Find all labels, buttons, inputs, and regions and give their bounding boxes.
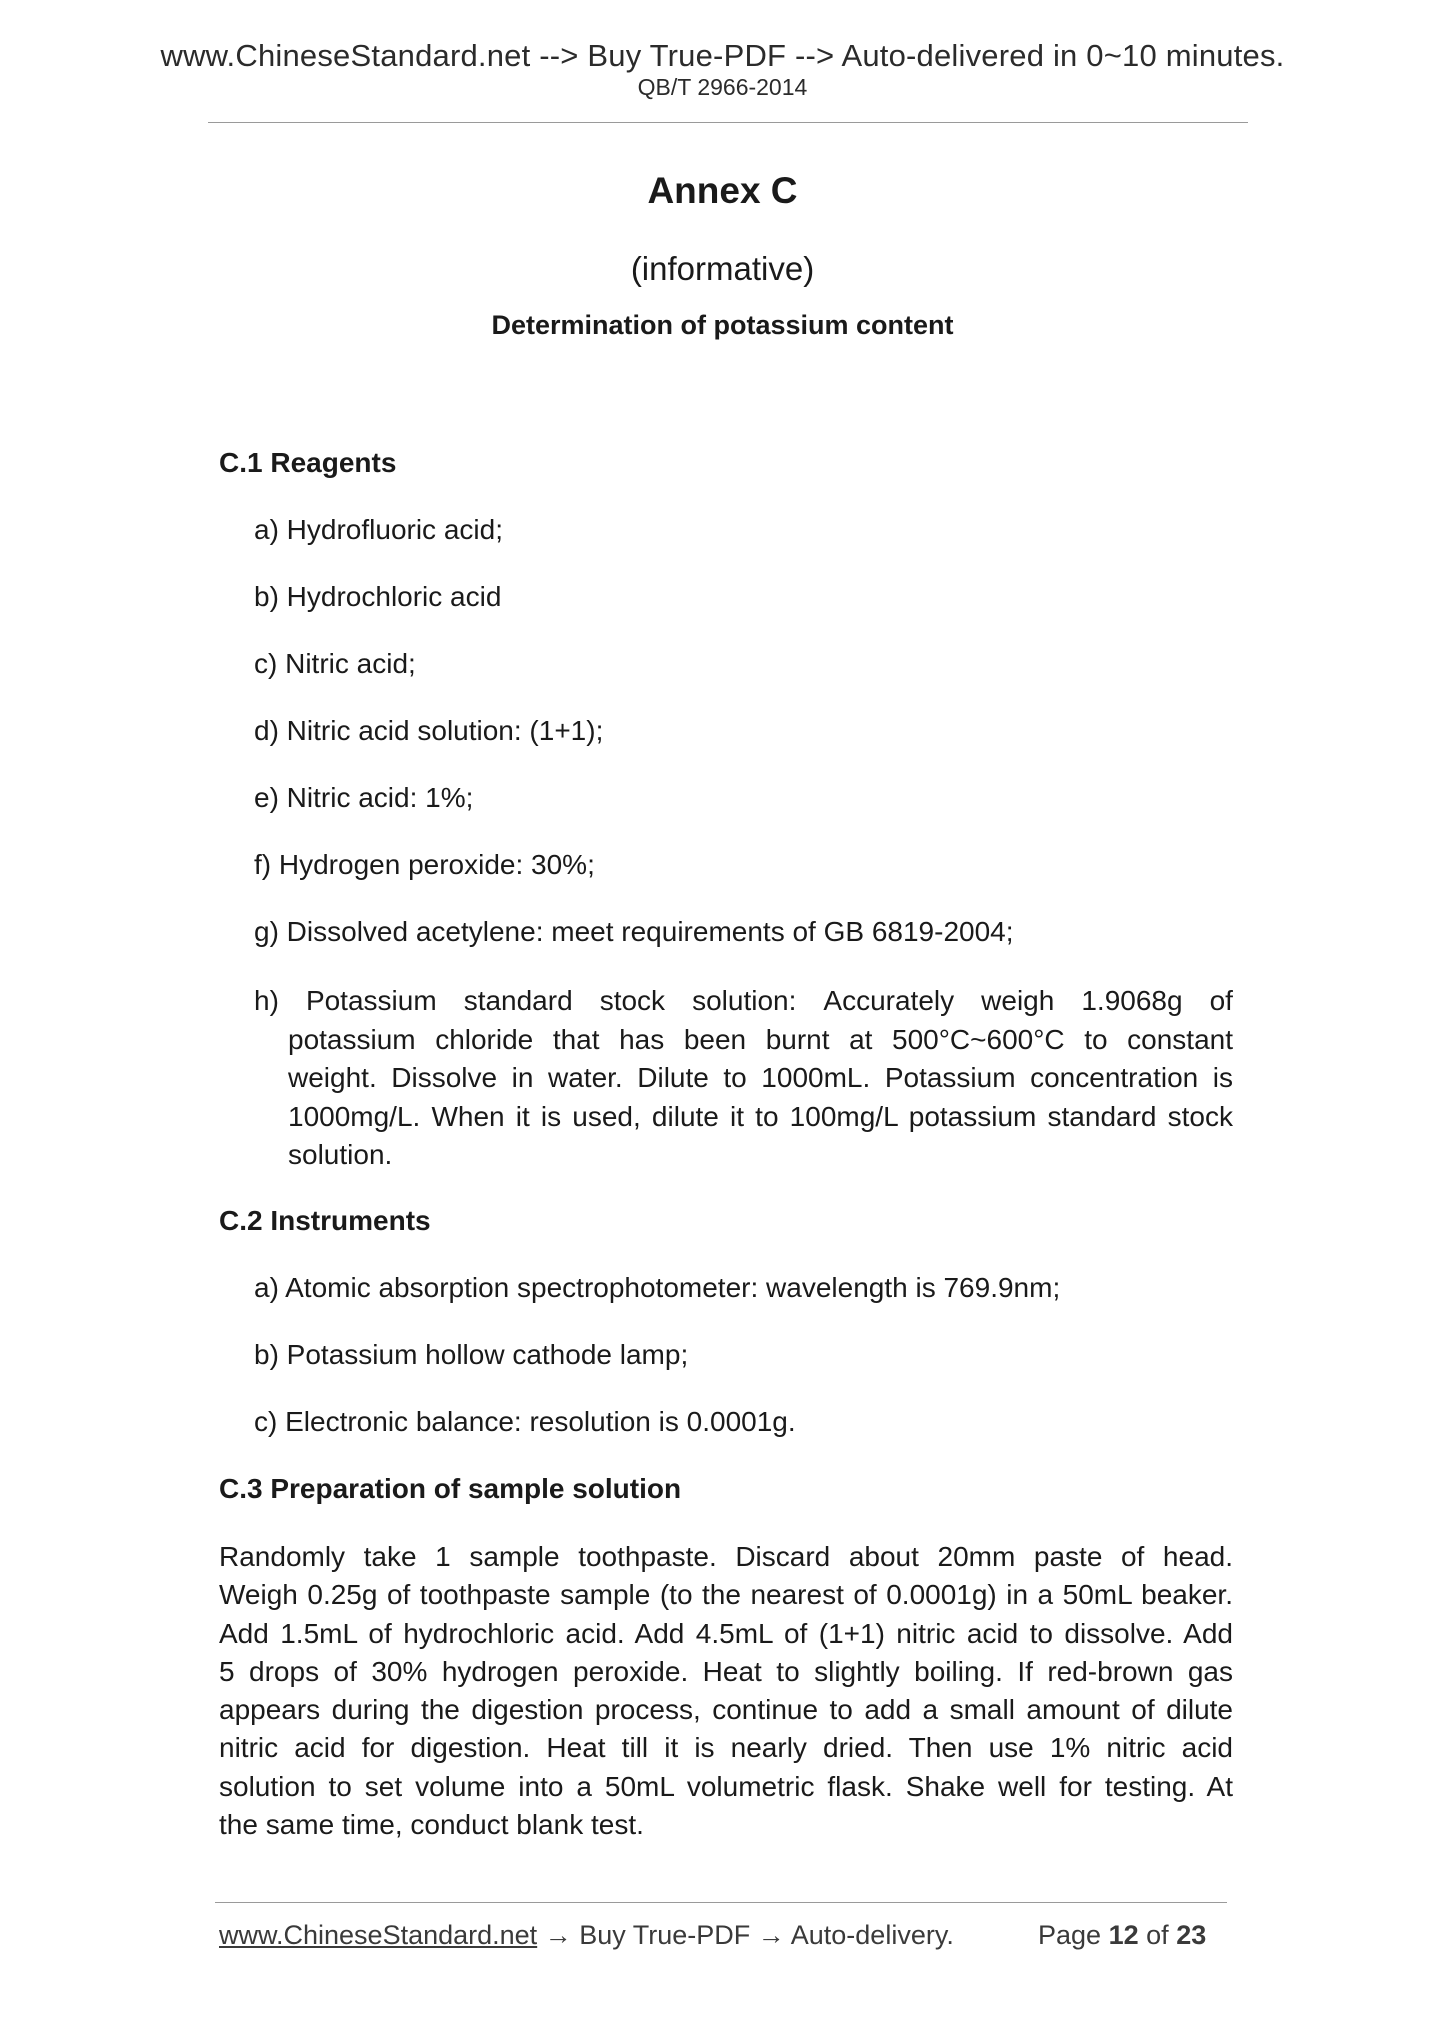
header-divider — [208, 122, 1248, 123]
text-line: Randomly take 1 sample toothpaste. Discard about 20mm paste of head. — [219, 1541, 1233, 1572]
text-line: Add 1.5mL of hydrochloric acid. Add 4.5mL of (1+1) nitric acid to dissolve. Add — [219, 1617, 1233, 1649]
footer-text — [219, 1920, 954, 1951]
page-total: 23 — [1176, 1920, 1207, 1950]
annex-subject: Determination of potassium content — [491, 310, 954, 340]
text-line: solution. — [288, 1139, 393, 1170]
section-heading-c1: C.1 Reagents — [219, 447, 397, 478]
instrument-item: c) Electronic balance: resolution is 0.0001g. — [254, 1406, 796, 1437]
page-indicator — [1038, 1920, 1206, 1951]
word: solution: — [692, 985, 797, 1016]
reagent-item: c) Nitric acid; — [254, 648, 416, 679]
text-line: Weigh 0.25g of toothpaste sample (to the nearest of 0.0001g) in a 50mL beaker. — [219, 1579, 1233, 1611]
word: of — [1209, 985, 1233, 1016]
word: Potassium — [305, 985, 437, 1016]
of-word: of — [1146, 1920, 1169, 1950]
word: stock — [599, 985, 666, 1016]
reagent-item-h-body — [254, 1021, 1233, 1175]
page-word: Page — [1038, 1920, 1102, 1950]
reagent-item: g) Dissolved acetylene: meet requirements of GB 6819-2004; — [254, 916, 1014, 947]
word: 1.9068g — [1081, 985, 1183, 1016]
reagent-item: e) Nitric acid: 1%; — [254, 782, 474, 813]
text-line: weight. Dissolve in water. Dilute to 1000mL. Potassium concentration is — [288, 1062, 1233, 1093]
text-line: 1000mg/L. When it is used, dilute it to 100mg/L potassium standard stock — [288, 1100, 1233, 1132]
instrument-item: a) Atomic absorption spectrophotometer: wavelength is 769.9nm; — [254, 1272, 1061, 1303]
reagent-item: d) Nitric acid solution: (1+1); — [254, 715, 604, 746]
word: h) — [254, 985, 279, 1016]
page-current: 12 — [1108, 1920, 1139, 1950]
footer-site-link[interactable]: www.ChineseStandard.net — [219, 1920, 538, 1950]
text-line: appears during the digestion process, continue to add a small amount of dilute — [219, 1694, 1233, 1726]
word: Accurately — [823, 985, 955, 1016]
reagent-item-h — [254, 982, 1233, 1175]
annex-nature: (informative) — [630, 250, 815, 287]
word: weigh — [981, 985, 1055, 1016]
section-heading-c2: C.2 Instruments — [219, 1205, 431, 1236]
header-banner: www.ChineseStandard.net --> Buy True-PDF --> Auto-delivered in 0~10 minutes. — [160, 38, 1285, 73]
annex-title: Annex C — [647, 170, 798, 211]
sample-preparation-paragraph — [219, 1538, 1233, 1844]
instrument-item: b) Potassium hollow cathode lamp; — [254, 1339, 689, 1370]
text-line: nitric acid for digestion. Heat till it is nearly dried. Then use 1% nitric acid — [219, 1732, 1233, 1764]
section-heading-c3: C.3 Preparation of sample solution — [219, 1473, 682, 1504]
reagent-item: b) Hydrochloric acid — [254, 581, 502, 612]
text-line: potassium chloride that has been burnt at 500°C~600°C to constant — [288, 1023, 1233, 1055]
reagent-item: f) Hydrogen peroxide: 30%; — [254, 849, 595, 880]
reagent-item-h-lead — [254, 982, 1233, 1021]
footer-divider — [215, 1902, 1227, 1903]
text-line: solution to set volume into a 50mL volumetric flask. Shake well for testing. At — [219, 1770, 1233, 1802]
text-line: 5 drops of 30% hydrogen peroxide. Heat to slightly boiling. If red-brown gas — [219, 1655, 1233, 1687]
standard-code: QB/T 2966-2014 — [637, 74, 808, 100]
footer-tail: → Buy True-PDF → Auto-delivery. — [544, 1920, 954, 1950]
text-line: the same time, conduct blank test. — [219, 1809, 644, 1841]
word: standard — [463, 985, 573, 1016]
reagent-item: a) Hydrofluoric acid; — [254, 514, 503, 545]
